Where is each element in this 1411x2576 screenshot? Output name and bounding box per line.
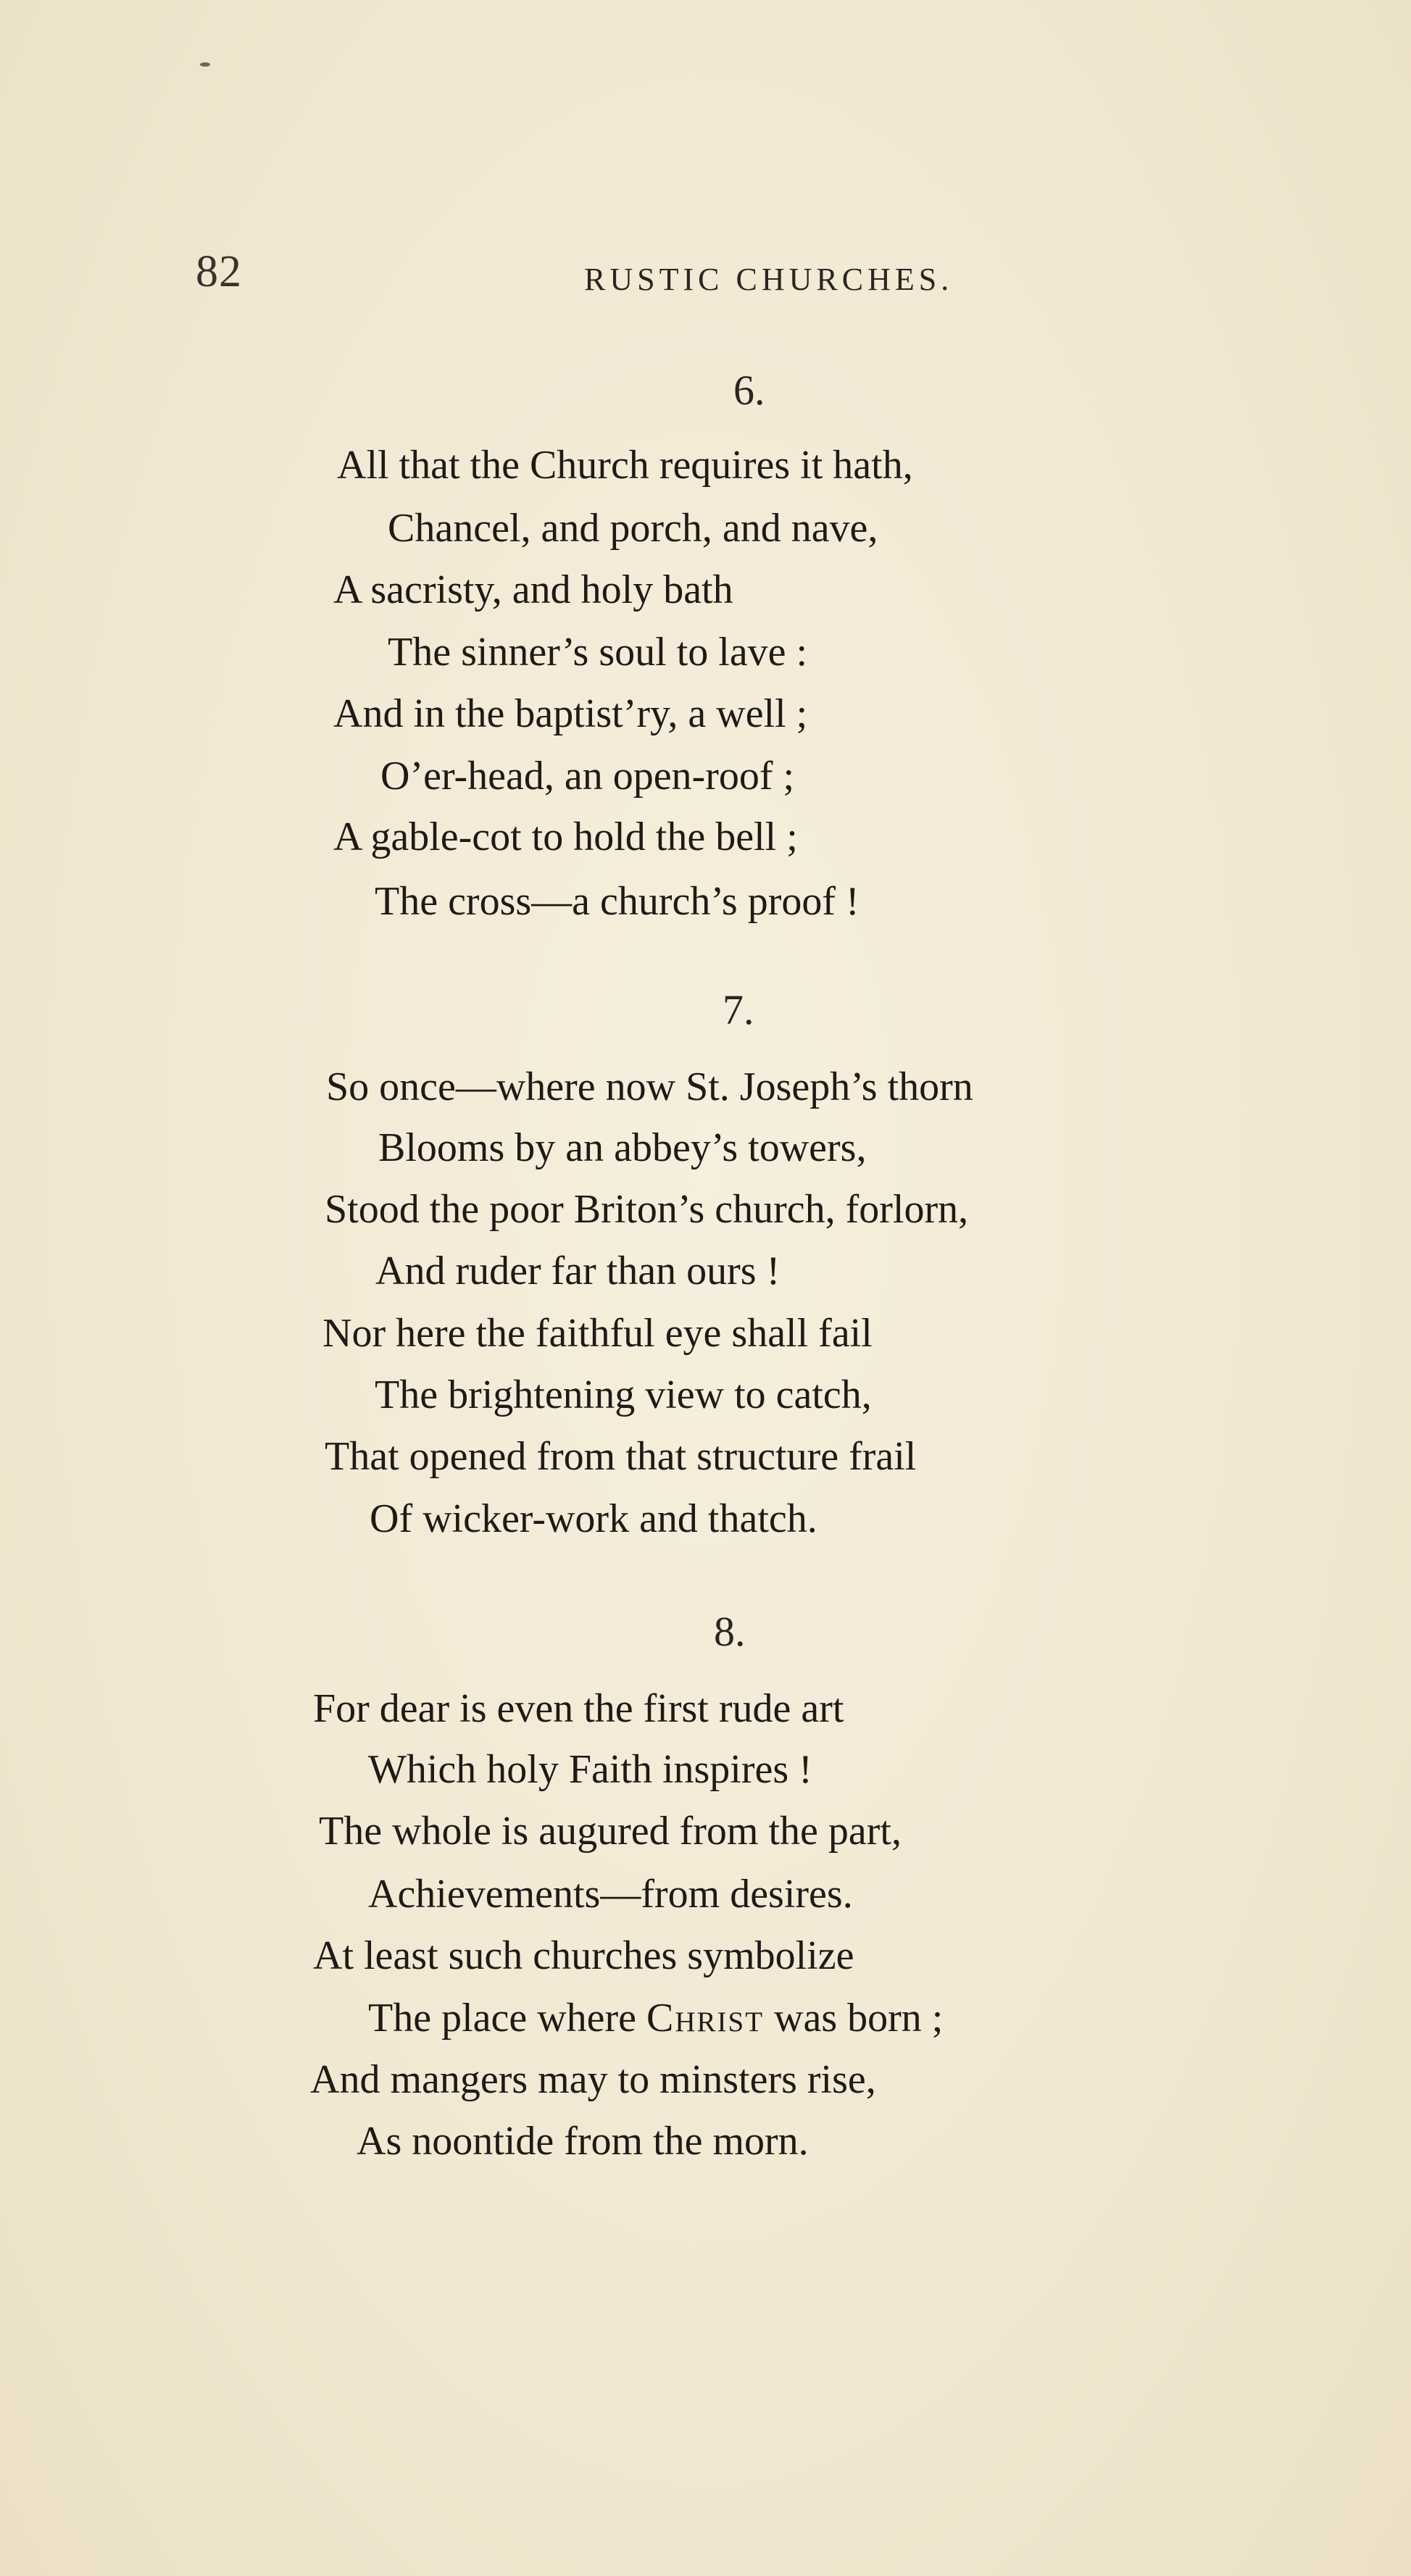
verse-line: Stood the poor Briton’s church, forlorn, xyxy=(325,1187,969,1232)
verse-line xyxy=(368,1995,943,2041)
running-head: RUSTIC CHURCHES. xyxy=(584,262,954,297)
verse-line: A gable-cot to hold the bell ; xyxy=(333,814,798,859)
ink-speck xyxy=(200,62,210,67)
verse-line: The sinner’s soul to lave : xyxy=(388,630,808,675)
verse-line-start: The place where xyxy=(368,1996,646,2041)
verse-line: Which holy Faith inspires ! xyxy=(368,1747,812,1792)
small-caps-word: Christ xyxy=(646,1996,765,2041)
verse-line: Nor here the faithful eye shall fail xyxy=(322,1311,873,1356)
stanza-number: 6. xyxy=(733,367,765,414)
stanza-number: 8. xyxy=(714,1608,746,1655)
verse-line: Chancel, and porch, and nave, xyxy=(388,506,878,551)
verse-line: And ruder far than ours ! xyxy=(375,1249,781,1293)
verse-line: Achievements—from desires. xyxy=(368,1872,853,1917)
verse-line: And mangers may to minsters rise, xyxy=(310,2057,876,2102)
verse-line: At least such churches symbolize xyxy=(313,1933,854,1978)
verse-line: A sacristy, and holy bath xyxy=(333,567,733,612)
verse-line: Blooms by an abbey’s towers, xyxy=(378,1125,867,1170)
page-number: 82 xyxy=(196,247,242,296)
verse-line: For dear is even the first rude art xyxy=(313,1686,844,1731)
verse-line: The whole is augured from the part, xyxy=(319,1809,902,1854)
verse-line: O’er-head, an open-roof ; xyxy=(380,754,795,799)
verse-line-end: was born ; xyxy=(764,1996,944,2041)
verse-line: All that the Church requires it hath, xyxy=(337,443,913,488)
stanza-number: 7. xyxy=(723,986,754,1033)
verse-line: That opened from that structure frail xyxy=(325,1434,917,1479)
verse-line: The brightening view to catch, xyxy=(375,1372,872,1417)
verse-line: And in the baptist’ry, a well ; xyxy=(333,691,808,736)
verse-line: So once—where now St. Joseph’s thorn xyxy=(326,1064,973,1109)
verse-line: Of wicker-work and thatch. xyxy=(370,1496,817,1541)
verse-line: As noontide from the morn. xyxy=(357,2119,809,2164)
verse-line: The cross—a church’s proof ! xyxy=(375,879,859,924)
